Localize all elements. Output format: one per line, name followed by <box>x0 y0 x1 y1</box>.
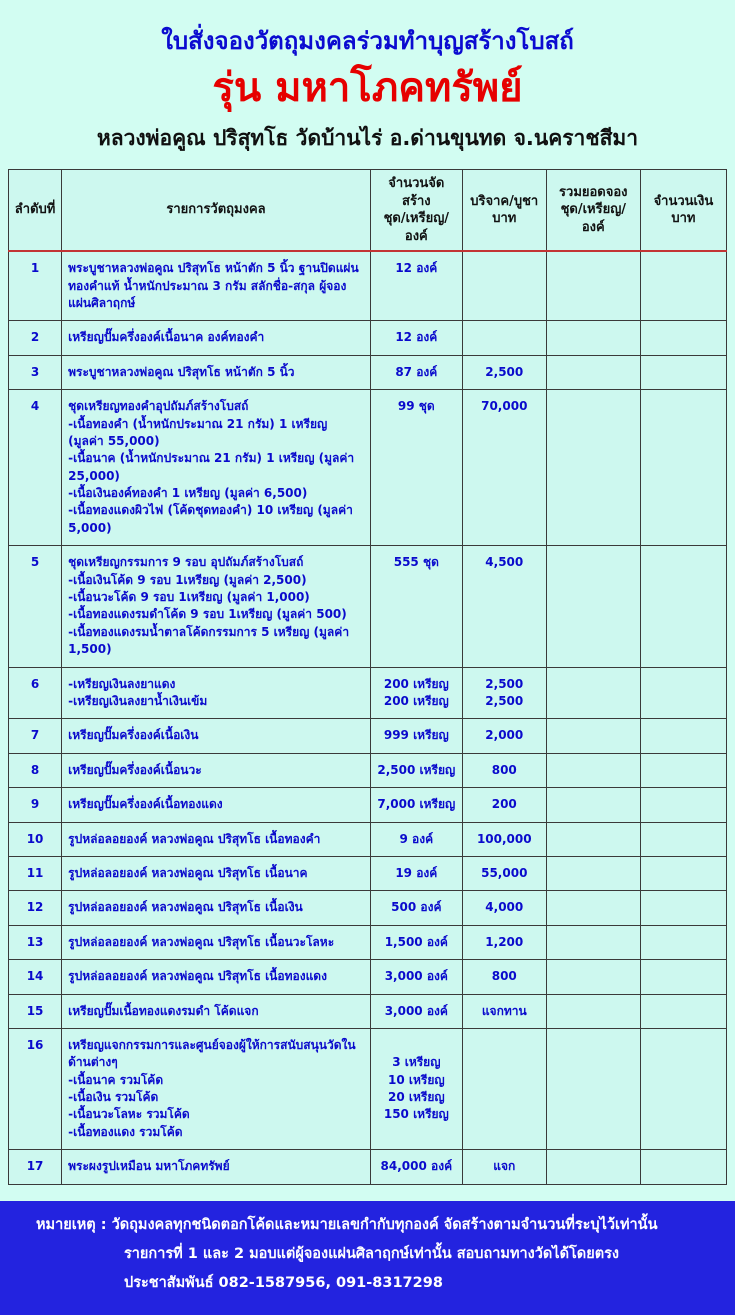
item-qty-line: 200 เหรียญ <box>383 694 449 708</box>
col-header-donation-label: บริจาค/บูชา <box>470 193 539 209</box>
item-reserved <box>546 925 640 959</box>
col-header-amount-unit: บาท <box>671 211 696 227</box>
item-qty-line: 10 เหรียญ <box>388 1072 445 1087</box>
item-desc-line: เหรียญปั๊มครึ่งองค์เนื้อทองแดง <box>68 797 223 812</box>
item-desc <box>62 925 371 959</box>
item-qty <box>370 925 462 959</box>
item-desc-line: เหรียญปั๊มเนื้อทองแดงรมดำ โค้ดแจก <box>68 1003 259 1018</box>
item-qty-line: 7,000 เหรียญ <box>377 797 456 812</box>
item-qty-line: 555 ชุด <box>393 555 439 570</box>
item-price <box>462 251 546 321</box>
item-reserved-line <box>553 934 634 951</box>
item-no <box>9 390 62 546</box>
item-desc-line: -เหรียญเงินลงยาแดง <box>68 676 176 691</box>
item-price <box>462 891 546 925</box>
item-qty-line: 500 องค์ <box>391 900 442 915</box>
item-desc-line: พระผงรูปเหมือน มหาโภคทรัพย์ <box>68 1159 230 1174</box>
item-qty <box>370 390 462 546</box>
item-amount <box>640 251 726 321</box>
item-qty-line: 99 ชุด <box>397 399 435 414</box>
title-block <box>0 0 735 163</box>
item-qty-line: 12 องค์ <box>395 261 438 276</box>
item-reserved-line <box>553 831 634 848</box>
item-amount-line <box>647 364 720 381</box>
item-qty <box>370 994 462 1028</box>
item-desc-line: -เนื้อนาค (น้ำหนักประมาณ 21 กรัม) 1 เหรียญ (มูลค่า 25,000) <box>68 451 355 483</box>
item-amount <box>640 1150 726 1184</box>
footer-note-band <box>0 1201 735 1315</box>
item-qty-line: 20 เหรียญ <box>388 1090 445 1105</box>
item-amount-line <box>647 398 720 415</box>
item-qty-line: 2,500 เหรียญ <box>377 762 456 777</box>
item-desc-line: รูปหล่อลอยองค์ หลวงพ่อคูณ ปริสุทโธ เนื้อนาค <box>68 865 308 880</box>
item-reserved <box>546 753 640 787</box>
item-no-line: 17 <box>26 1159 44 1174</box>
item-reserved <box>546 321 640 355</box>
item-no-line: 8 <box>30 762 40 777</box>
item-price-line: 800 <box>491 762 517 777</box>
table-row <box>9 960 727 994</box>
item-qty <box>370 1028 462 1149</box>
col-header-donation-unit: บาท <box>492 211 517 227</box>
item-price-line: 70,000 <box>481 399 528 414</box>
table-row <box>9 788 727 822</box>
item-desc-line: รูปหล่อลอยองค์ หลวงพ่อคูณ ปริสุทโธ เนื้อนวะโลหะ <box>68 934 335 949</box>
item-desc <box>62 390 371 546</box>
item-price-line: แจก <box>493 1159 516 1174</box>
item-desc <box>62 546 371 667</box>
table-row <box>9 753 727 787</box>
item-desc-line: พระบูชาหลวงพ่อคูณ ปริสุทโธ หน้าตัก 5 นิ้ว ฐานปิดแผ่นทองคำแท้ น้ำหนักประมาณ 3 กรัม สลักชื่อ-สกุล ผู้จองแผ่นศิลาฤกษ์ <box>68 261 359 310</box>
item-reserved-line <box>553 676 634 693</box>
item-no <box>9 753 62 787</box>
item-desc-line: รูปหล่อลอยองค์ หลวงพ่อคูณ ปริสุทโธ เนื้อทองแดง <box>68 969 327 984</box>
form-title: ใบสั่งจองวัตถุมงคลร่วมทำบุญสร้างโบสถ์ <box>161 27 574 55</box>
item-qty <box>370 719 462 753</box>
item-price <box>462 390 546 546</box>
item-qty-line: 200 เหรียญ <box>383 676 449 691</box>
col-header-qty-made <box>370 170 462 252</box>
item-desc-line: เหรียญแจกกรรมการและศูนย์จองผู้ให้การสนับสนุนวัดในด้านต่างๆ <box>68 1037 356 1070</box>
items-body <box>9 251 727 1184</box>
item-reserved <box>546 1150 640 1184</box>
item-no-line: 9 <box>30 797 40 812</box>
item-reserved <box>546 856 640 890</box>
item-no <box>9 321 62 355</box>
table-row <box>9 321 727 355</box>
item-desc-line: -เนื้อทองคำ (น้ำหนักประมาณ 21 กรัม) 1 เหรียญ (มูลค่า 55,000) <box>68 416 328 448</box>
item-amount-line <box>647 1037 720 1054</box>
item-no <box>9 925 62 959</box>
item-desc <box>62 856 371 890</box>
item-price <box>462 1150 546 1184</box>
item-qty-line: 87 องค์ <box>395 364 438 379</box>
item-desc-line: รูปหล่อลอยองค์ หลวงพ่อคูณ ปริสุทโธ เนื้อเงิน <box>68 900 303 915</box>
item-no <box>9 251 62 321</box>
item-amount <box>640 856 726 890</box>
item-price <box>462 788 546 822</box>
item-price <box>462 667 546 719</box>
footer-note-line1: หมายเหตุ : วัดถุมงคลทุกชนิดตอกโค้ดและหมายเลขกำกับทุกองค์ จัดสร้างตามจำนวนที่ระบุไว้เท่านั้น <box>36 1216 658 1233</box>
item-desc-line: เหรียญปั๊มครึ่งองค์เนื้อนาค องค์ทองคำ <box>68 330 265 345</box>
col-header-amount <box>640 170 726 252</box>
table-header <box>9 170 727 252</box>
table-row <box>9 390 727 546</box>
item-desc-line: -เนื้อทองแดงผิวไฟ (โค้ดชุดทองคำ) 10 เหรียญ (มูลค่า 5,000) <box>68 503 353 535</box>
footer-gap <box>0 1185 735 1201</box>
item-qty-line: 12 องค์ <box>395 330 438 345</box>
table-row <box>9 667 727 719</box>
item-price <box>462 321 546 355</box>
item-desc <box>62 994 371 1028</box>
item-desc <box>62 355 371 389</box>
item-price-line: 200 <box>491 797 517 812</box>
item-qty <box>370 891 462 925</box>
item-desc-line: พระบูชาหลวงพ่อคูณ ปริสุทโธ หน้าตัก 5 นิ้ว <box>68 364 295 379</box>
item-no-line: 12 <box>26 900 44 915</box>
footer-note-line2: รายการที่ 1 และ 2 มอบแต่ผู้จองแผ่นศิลาฤกษ์เท่านั้น สอบถามทางวัดได้โดยตรง <box>124 1245 620 1262</box>
item-reserved-line <box>553 329 634 346</box>
item-amount-line <box>647 934 720 951</box>
item-qty-line: 3,000 องค์ <box>384 1003 448 1018</box>
item-reserved <box>546 546 640 667</box>
table-row <box>9 355 727 389</box>
item-reserved <box>546 355 640 389</box>
item-reserved <box>546 1028 640 1149</box>
item-no <box>9 546 62 667</box>
item-qty <box>370 753 462 787</box>
item-qty-line: 1,500 องค์ <box>384 934 448 949</box>
col-header-total-reserved <box>546 170 640 252</box>
item-no <box>9 719 62 753</box>
item-amount-line <box>647 329 720 346</box>
item-desc <box>62 719 371 753</box>
item-price <box>462 753 546 787</box>
item-qty-line: 3 เหรียญ <box>392 1055 441 1070</box>
item-reserved <box>546 390 640 546</box>
item-amount <box>640 546 726 667</box>
item-desc-line: -เหรียญเงินลงยาน้ำเงินเข้ม <box>68 694 208 708</box>
order-table <box>8 169 727 1185</box>
item-amount <box>640 960 726 994</box>
item-desc <box>62 321 371 355</box>
item-price <box>462 994 546 1028</box>
item-qty-line: 150 เหรียญ <box>383 1107 449 1122</box>
item-no <box>9 822 62 856</box>
item-desc-line: -เนื้อทองแดง รวมโค้ด <box>68 1124 183 1139</box>
item-price-line: 4,000 <box>485 900 524 915</box>
item-qty-line <box>377 1037 456 1054</box>
item-amount <box>640 667 726 719</box>
col-header-qty-made-label: จำนวนจัดสร้าง <box>388 176 445 209</box>
series-title: รุ่น มหาโภคทรัพย์ <box>212 65 523 111</box>
item-desc <box>62 753 371 787</box>
item-price-line: 800 <box>491 969 517 984</box>
item-desc-line: -เนื้อทองแดงรมดำโค้ด 9 รอบ 1เหรียญ (มูลค่า 500) <box>68 607 347 622</box>
item-qty-line: 999 เหรียญ <box>383 728 449 743</box>
item-desc <box>62 667 371 719</box>
item-no-line: 16 <box>26 1037 44 1052</box>
item-amount-line <box>647 762 720 779</box>
item-no <box>9 355 62 389</box>
item-desc-line: เหรียญปั๊มครึ่งองค์เนื้อนวะ <box>68 762 202 777</box>
item-no <box>9 856 62 890</box>
item-desc <box>62 788 371 822</box>
item-reserved <box>546 960 640 994</box>
item-no-line: 7 <box>30 728 40 743</box>
item-price-line <box>469 329 540 346</box>
item-desc-line: -เนื้อเงินโค้ด 9 รอบ 1เหรียญ (มูลค่า 2,500) <box>68 572 307 587</box>
item-amount-line <box>647 554 720 571</box>
table-row <box>9 251 727 321</box>
item-amount-line <box>647 865 720 882</box>
col-header-donation <box>462 170 546 252</box>
table-row <box>9 822 727 856</box>
item-reserved-line <box>553 1158 634 1175</box>
item-price <box>462 1028 546 1149</box>
item-amount <box>640 390 726 546</box>
col-header-total-reserved-label: รวมยอดจอง <box>559 184 628 200</box>
item-desc-line: -เนื้อนวะโลหะ รวมโค้ด <box>68 1107 190 1122</box>
item-reserved-line <box>553 968 634 985</box>
item-no <box>9 1150 62 1184</box>
item-price <box>462 960 546 994</box>
item-reserved-line <box>553 1003 634 1020</box>
item-no-line: 10 <box>26 831 44 846</box>
item-amount-line <box>647 1003 720 1020</box>
table-row <box>9 925 727 959</box>
item-desc-line: ชุดเหรียญทองคำอุปถัมภ์สร้างโบสถ์ <box>68 399 249 414</box>
item-reserved-line <box>553 364 634 381</box>
item-qty-line: 3,000 องค์ <box>384 969 448 984</box>
item-qty <box>370 788 462 822</box>
item-no <box>9 994 62 1028</box>
table-row <box>9 1028 727 1149</box>
item-reserved <box>546 994 640 1028</box>
item-amount-line <box>647 260 720 277</box>
item-amount-line <box>647 727 720 744</box>
item-amount-line <box>647 968 720 985</box>
item-desc-line: -เนื้อนวะโค้ด 9 รอบ 1เหรียญ (มูลค่า 1,000) <box>68 590 310 605</box>
item-no-line: 15 <box>26 1003 44 1018</box>
item-amount <box>640 925 726 959</box>
item-qty <box>370 546 462 667</box>
item-price-line: 2,000 <box>485 728 524 743</box>
item-amount <box>640 1028 726 1149</box>
item-no-line: 13 <box>26 934 44 949</box>
item-amount <box>640 822 726 856</box>
item-desc-line: ชุดเหรียญกรรมการ 9 รอบ อุปถัมภ์สร้างโบสถ์ <box>68 555 304 570</box>
item-qty <box>370 251 462 321</box>
col-header-amount-label: จำนวนเงิน <box>653 193 714 209</box>
item-price-line: แจกทาน <box>481 1003 527 1018</box>
item-no-line: 11 <box>26 865 44 880</box>
item-reserved-line <box>553 899 634 916</box>
item-price-line <box>469 260 540 277</box>
item-qty <box>370 960 462 994</box>
item-desc-line: -เนื้อเงินองค์ทองคำ 1 เหรียญ (มูลค่า 6,500) <box>68 486 308 501</box>
item-amount <box>640 355 726 389</box>
item-desc-line: เหรียญปั๊มครึ่งองค์เนื้อเงิน <box>68 728 199 743</box>
col-header-total-reserved-unit: ชุด/เหรียญ/องค์ <box>560 202 627 235</box>
item-no <box>9 960 62 994</box>
item-price-line: 1,200 <box>485 934 524 949</box>
table-header-row <box>9 170 727 252</box>
item-no-line: 3 <box>30 364 40 379</box>
item-desc <box>62 1150 371 1184</box>
item-no-line: 2 <box>30 330 40 345</box>
col-header-no-label: ลำดับที่ <box>14 202 56 218</box>
order-table-wrapper <box>0 163 735 1185</box>
item-reserved <box>546 822 640 856</box>
item-qty <box>370 856 462 890</box>
item-reserved-line <box>553 796 634 813</box>
temple-subtitle: หลวงพ่อคูณ ปริสุทโธ วัดบ้านไร่ อ.ด่านขุนทด จ.นคราชสีมา <box>96 126 639 150</box>
table-row <box>9 856 727 890</box>
item-reserved <box>546 719 640 753</box>
item-qty <box>370 1150 462 1184</box>
item-price <box>462 856 546 890</box>
item-price <box>462 719 546 753</box>
col-header-no <box>9 170 62 252</box>
item-desc-line: รูปหล่อลอยองค์ หลวงพ่อคูณ ปริสุทโธ เนื้อทองคำ <box>68 831 321 846</box>
item-price-line: 55,000 <box>481 865 528 880</box>
item-no-line: 1 <box>30 261 40 276</box>
table-row <box>9 891 727 925</box>
item-no-line: 4 <box>30 399 40 414</box>
item-desc <box>62 960 371 994</box>
item-amount <box>640 321 726 355</box>
item-no <box>9 891 62 925</box>
table-row <box>9 546 727 667</box>
item-price-line: 100,000 <box>476 831 532 846</box>
item-qty <box>370 822 462 856</box>
footer-contact-phones: ประชาสัมพันธ์ 082-1587956, 091-8317298 <box>124 1275 443 1292</box>
item-no-line: 14 <box>26 969 44 984</box>
item-qty <box>370 667 462 719</box>
item-amount-line <box>647 1158 720 1175</box>
item-qty <box>370 321 462 355</box>
item-price <box>462 925 546 959</box>
item-desc <box>62 822 371 856</box>
col-header-qty-made-unit: ชุด/เหรียญ/องค์ <box>383 211 450 244</box>
item-amount-line <box>647 899 720 916</box>
item-amount-line <box>647 796 720 813</box>
item-amount <box>640 788 726 822</box>
item-no <box>9 788 62 822</box>
item-reserved-line <box>553 1037 634 1054</box>
item-reserved-line <box>553 865 634 882</box>
item-no-line: 6 <box>30 676 40 691</box>
item-price <box>462 546 546 667</box>
item-price-line: 2,500 <box>485 364 524 379</box>
item-amount-line <box>647 676 720 693</box>
item-desc-line: -เนื้อนาค รวมโค้ด <box>68 1072 164 1087</box>
item-amount <box>640 994 726 1028</box>
item-no <box>9 667 62 719</box>
item-amount-line <box>647 831 720 848</box>
item-price-line <box>469 1037 540 1054</box>
item-reserved-line <box>553 260 634 277</box>
item-qty-line: 19 องค์ <box>395 865 438 880</box>
item-price-line: 4,500 <box>485 555 524 570</box>
item-qty <box>370 355 462 389</box>
table-row <box>9 1150 727 1184</box>
table-row <box>9 994 727 1028</box>
item-reserved-line <box>553 727 634 744</box>
col-header-item-label: รายการวัตถุมงคล <box>166 202 266 218</box>
item-price-line: 2,500 <box>485 676 524 691</box>
item-desc <box>62 891 371 925</box>
item-qty-line: 84,000 องค์ <box>380 1159 453 1174</box>
item-price <box>462 822 546 856</box>
item-price-line: 2,500 <box>485 694 524 708</box>
item-amount <box>640 753 726 787</box>
item-reserved <box>546 667 640 719</box>
item-no-line: 5 <box>30 555 40 570</box>
item-no <box>9 1028 62 1149</box>
item-desc-line: -เนื้อทองแดงรมน้ำตาลโค้ดกรรมการ 5 เหรียญ (มูลค่า 1,500) <box>68 624 350 657</box>
col-header-item <box>62 170 371 252</box>
item-reserved <box>546 788 640 822</box>
item-amount <box>640 719 726 753</box>
item-reserved <box>546 251 640 321</box>
item-reserved <box>546 891 640 925</box>
item-desc-line: -เนื้อเงิน รวมโค้ด <box>68 1090 159 1105</box>
item-desc <box>62 251 371 321</box>
item-qty-line: 9 องค์ <box>399 831 434 846</box>
table-row <box>9 719 727 753</box>
item-reserved-line <box>553 762 634 779</box>
item-amount <box>640 891 726 925</box>
item-reserved-line <box>553 554 634 571</box>
item-price <box>462 355 546 389</box>
item-desc <box>62 1028 371 1149</box>
item-reserved-line <box>553 398 634 415</box>
